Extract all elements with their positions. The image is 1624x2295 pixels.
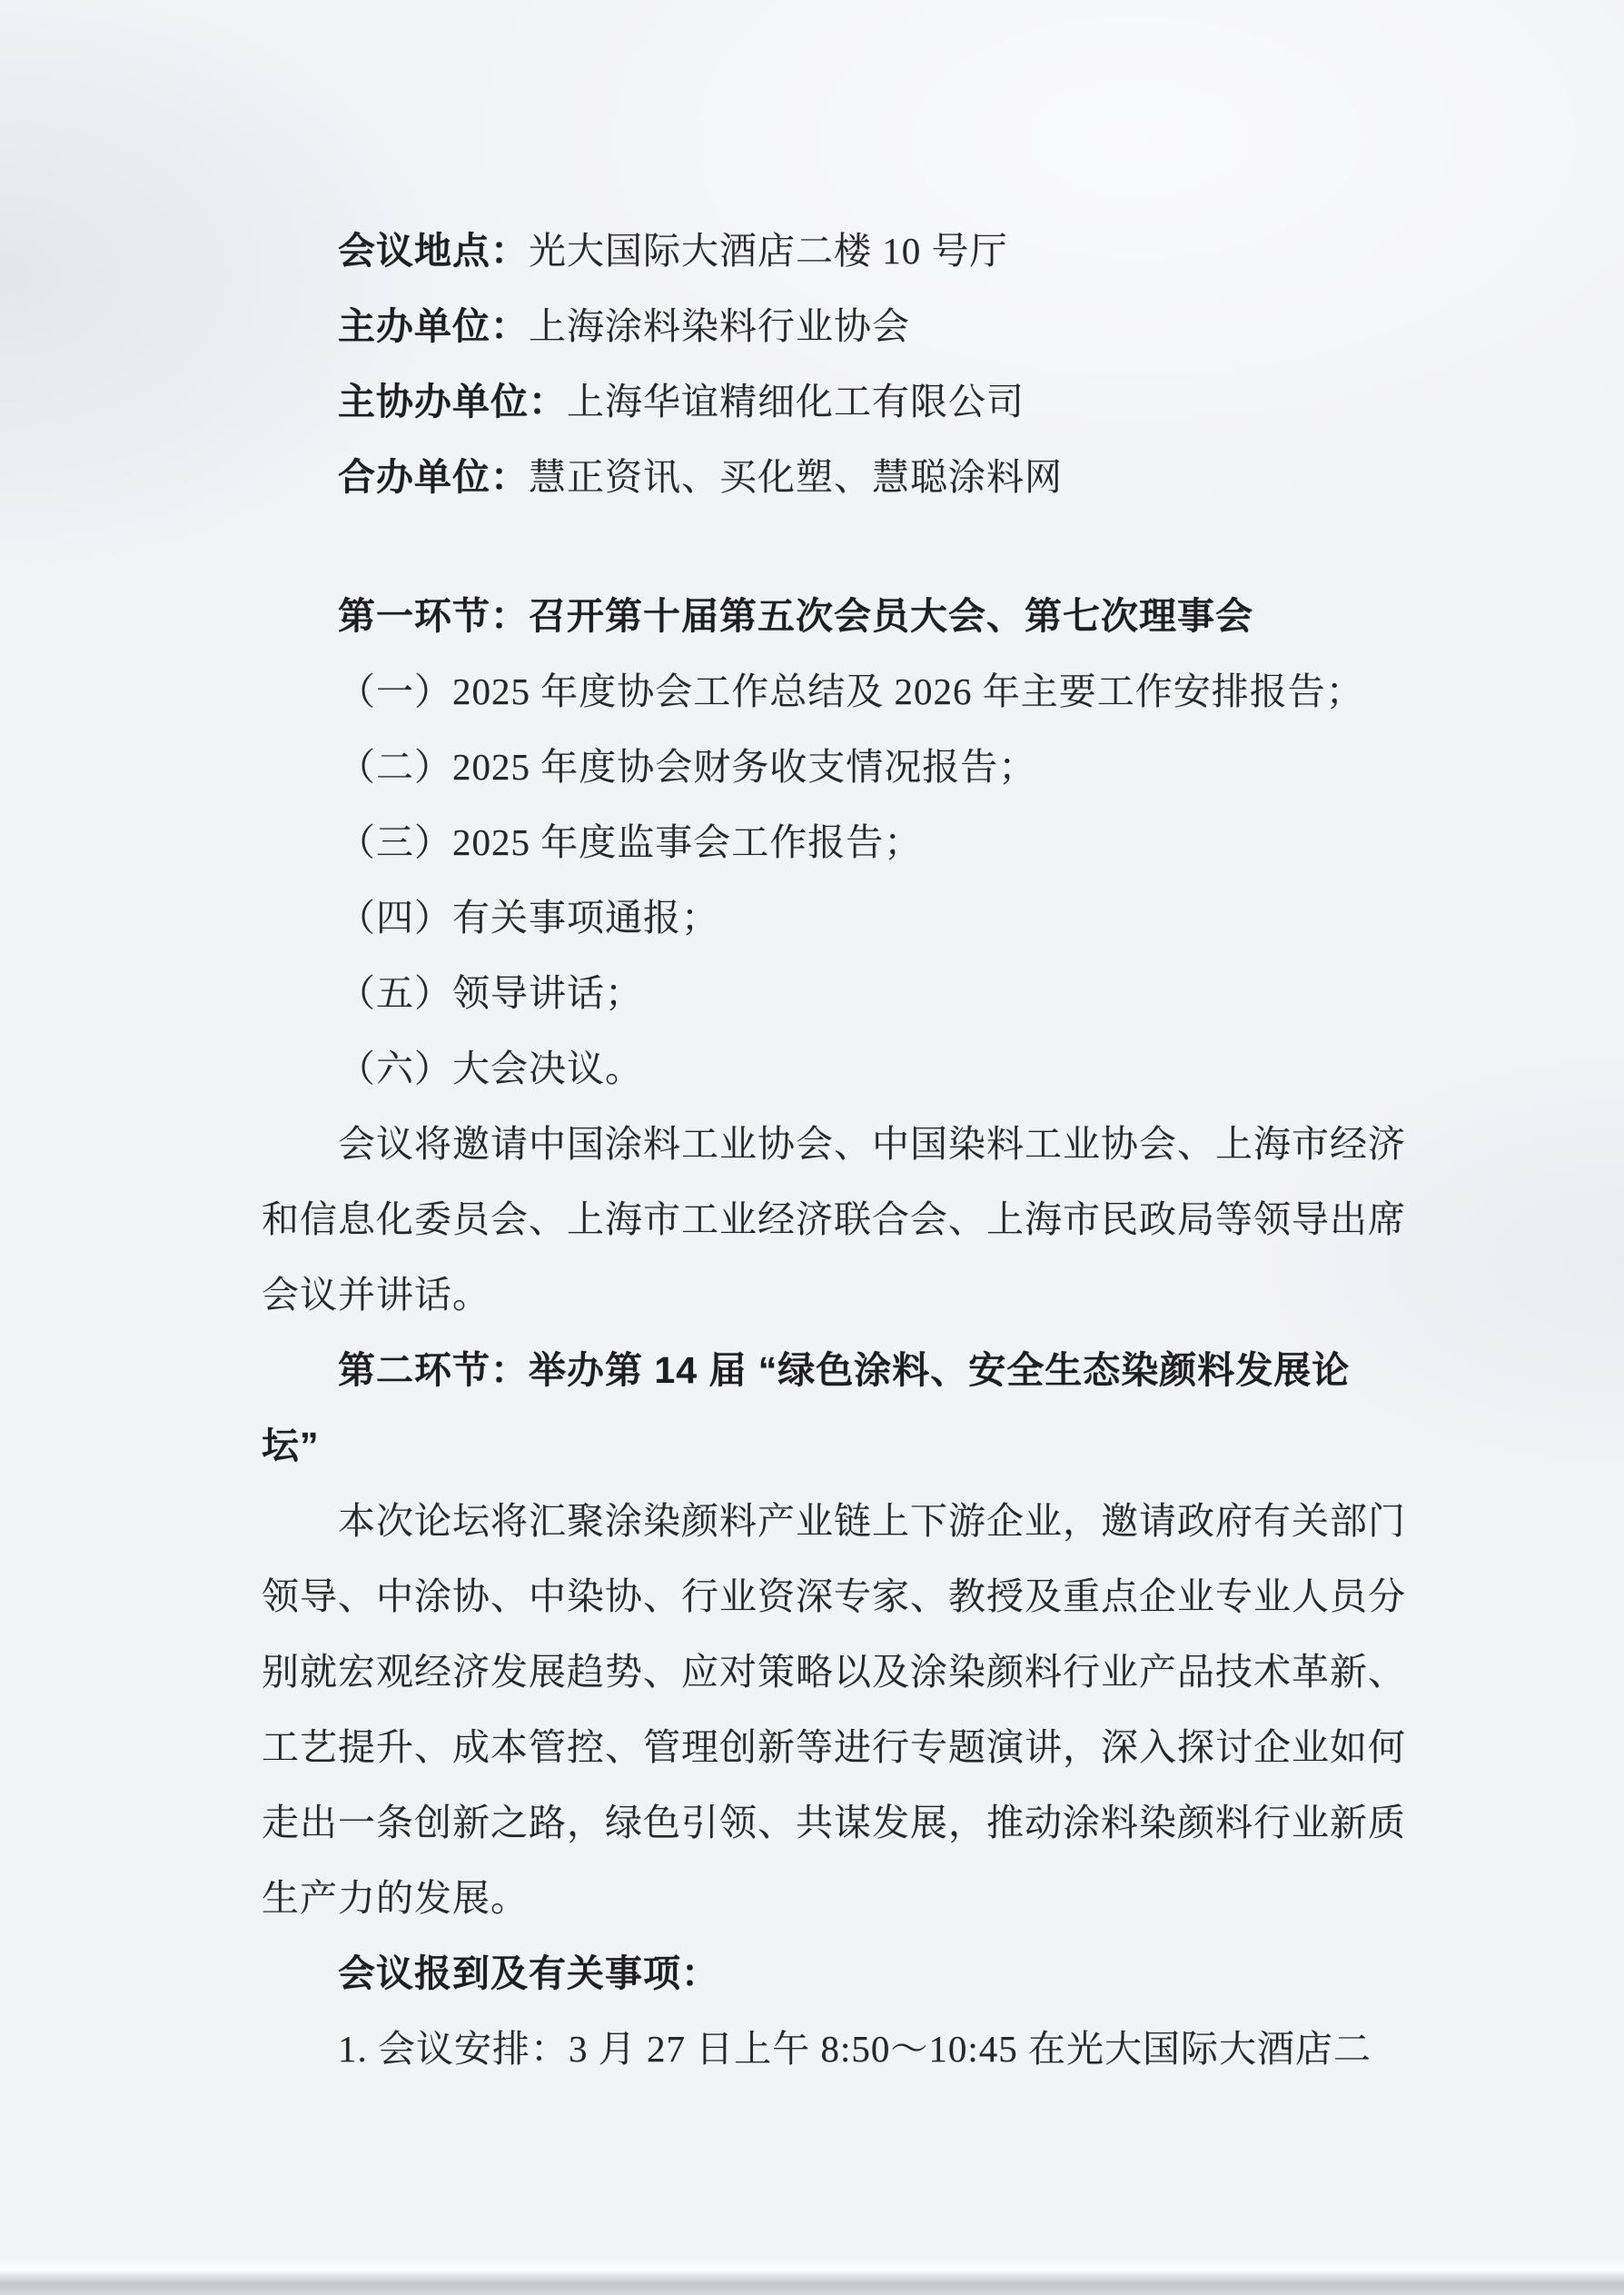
- section2-paragraph-line: 本次论坛将汇聚涂染颜料产业链上下游企业，邀请政府有关部门: [338, 1500, 1406, 1542]
- agenda-item-3: （三）2025 年度监事会工作报告；: [338, 821, 923, 863]
- joint-organizer-label: 合办单位：: [338, 456, 529, 498]
- section1-paragraph-line: 和信息化委员会、上海市工业经济联合会、上海市民政局等领导出席: [262, 1198, 1406, 1240]
- agenda-item-4: （四）有关事项通报；: [338, 897, 719, 939]
- meta-line-organizer: [262, 289, 1402, 364]
- registration-item-1: 1. 会议安排：3 月 27 日上午 8:50～10:45 在光大国际大酒店二: [338, 2028, 1372, 2070]
- joint-organizer-value: 慧正资讯、买化塑、慧聪涂料网: [529, 456, 1063, 498]
- section2-paragraph-line: 生产力的发展。: [262, 1877, 529, 1919]
- blank-line: [262, 515, 1402, 579]
- venue-value: 光大国际大酒店二楼 10 号厅: [529, 230, 1008, 272]
- agenda-item-1: （一）2025 年度协会工作总结及 2026 年主要工作安排报告；: [338, 671, 1364, 712]
- section2-paragraph-line: 别就宏观经济发展趋势、应对策略以及涂染颜料行业产品技术革新、: [262, 1651, 1406, 1693]
- section1-paragraph-line: 会议将邀请中国涂料工业协会、中国染料工业协会、上海市经济: [338, 1123, 1406, 1165]
- meta-line-venue: [262, 214, 1402, 289]
- agenda-item-6: （六）大会决议。: [338, 1048, 643, 1089]
- section2-heading-line: 坛”: [262, 1425, 320, 1466]
- meta-line-joint-organizer: [262, 440, 1402, 515]
- section2-heading-line: 第二环节：举办第 14 届 “绿色涂料、安全生态染颜料发展论: [338, 1349, 1351, 1391]
- meta-line-co-organizer: [262, 364, 1402, 440]
- co-organizer-value: 上海华谊精细化工有限公司: [567, 381, 1025, 422]
- organizer-value: 上海涂料染料行业协会: [529, 305, 910, 347]
- section1-paragraph-line: 会议并讲话。: [262, 1274, 490, 1316]
- section2-paragraph-line: 走出一条创新之路，绿色引领、共谋发展，推动涂料染颜料行业新质: [262, 1802, 1406, 1843]
- organizer-label: 主办单位：: [338, 305, 529, 347]
- section2-paragraph-line: 工艺提升、成本管控、管理创新等进行专题演讲，深入探讨企业如何: [262, 1726, 1406, 1768]
- section2-paragraph-line: 领导、中涂协、中染协、行业资深专家、教授及重点企业专业人员分: [262, 1575, 1406, 1617]
- document-content: [262, 214, 1406, 2087]
- co-organizer-label: 主协办单位：: [338, 381, 567, 422]
- agenda-item-2: （二）2025 年度协会财务收支情况报告；: [338, 746, 1037, 788]
- registration-heading: 会议报到及有关事项：: [338, 1952, 719, 1994]
- venue-label: 会议地点：: [338, 230, 529, 272]
- section1-heading: 第一环节：召开第十届第五次会员大会、第七次理事会: [338, 595, 1253, 637]
- agenda-item-5: （五）领导讲话；: [338, 972, 643, 1014]
